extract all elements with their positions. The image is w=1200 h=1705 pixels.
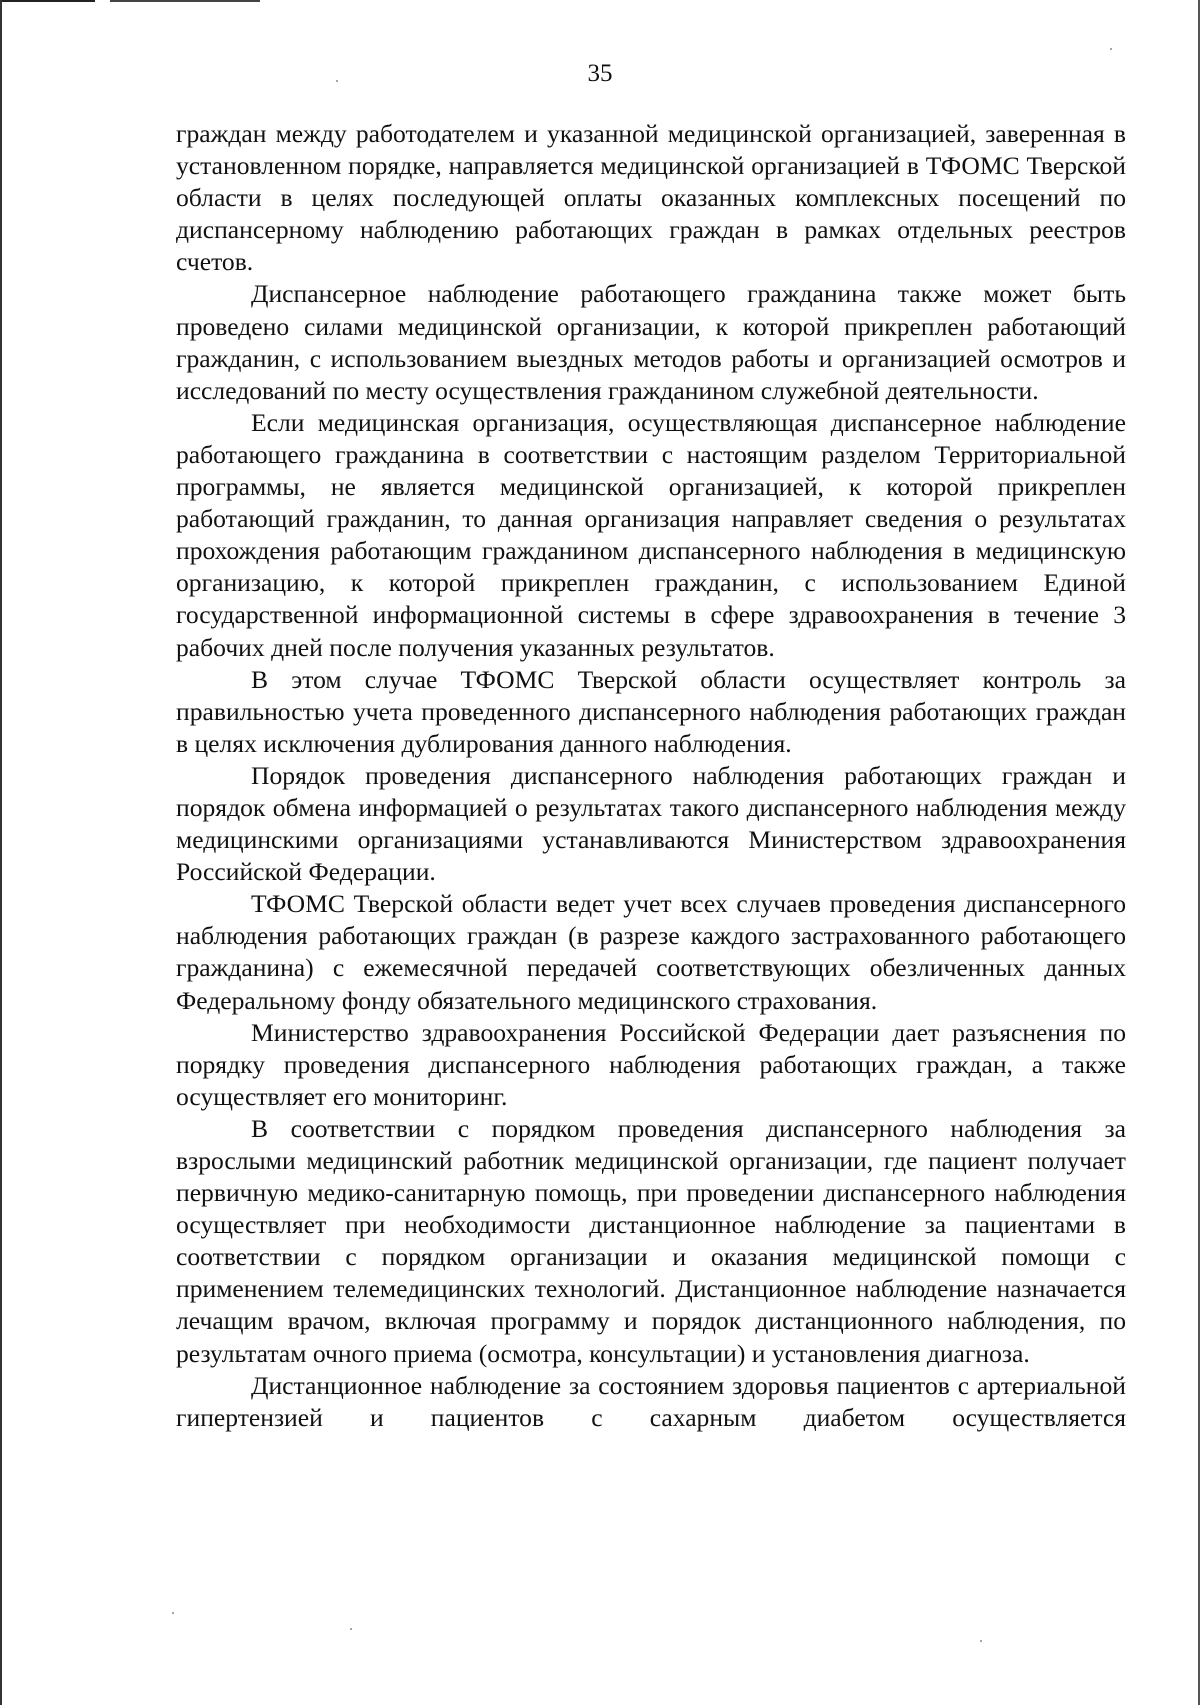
- scan-border-top: [0, 0, 1200, 2]
- paragraph: ТФОМС Тверской области ведет учет всех случаев проведения диспансерного наблюдения работающих граждан (в разрезе каждого застрахованного работающего гражданина) с ежемесячной передачей соответствующих обезличенных данных Федеральному фонду обязательного медицинского страхования.: [176, 889, 1126, 1015]
- document-body: [176, 118, 1126, 1434]
- paragraph: Министерство здравоохранения Российской Федерации дает разъяснения по порядку проведения диспансерного наблюдения работающих граждан, а также осуществляет его мониторинг.: [176, 1017, 1126, 1111]
- scan-speck: [980, 1640, 982, 1642]
- paragraph-continuation: граждан между работодателем и указанной медицинской организацией, заверенная в установленном порядке, направляется медицинской организацией в ТФОМС Тверской области в целях последующей оплаты оказанных комплексных посещений по диспансерному наблюдению работающих граждан в рамках отдельных реестров счетов.: [176, 119, 1126, 277]
- page-number: 35: [587, 60, 613, 87]
- paragraph: В соответствии с порядком проведения диспансерного наблюдения за взрослыми медицинский работник медицинской организации, где пациент получает первичную медико-санитарную помощь, при проведении диспансерного наблюдения осуществляет при необходимости дистанционное наблюдение за пациентами в соответствии с порядком организации и оказания медицинской помощи с применением телемедицинских технологий. Дистанционное наблюдение назначается лечащим врачом, включая программу и порядок дистанционного наблюдения, по результатам очного приема (осмотра, консультации) и установления диагноза.: [176, 1113, 1126, 1368]
- paragraph: Если медицинская организация, осуществляющая диспансерное наблюдение работающего гражданина в соответствии с настоящим разделом Территориальной программы, не является медицинской организацией, к которой прикреплен работающий гражданин, то данная организация направляет сведения о результатах прохождения работающим гражданином диспансерного наблюдения в медицинскую организацию, к которой прикреплен гражданин, с использованием Единой государственной информационной системы в сфере здравоохранения в течение 3 рабочих дней после получения указанных результатов.: [176, 407, 1126, 662]
- scan-border-left: [0, 0, 2, 1705]
- paragraph: В этом случае ТФОМС Тверской области осуществляет контроль за правильностью учета проведенного диспансерного наблюдения работающих граждан в целях исключения дублирования данного наблюдения.: [176, 664, 1126, 758]
- paragraph: Порядок проведения диспансерного наблюдения работающих граждан и порядок обмена информацией о результатах такого диспансерного наблюдения между медицинскими организациями устанавливаются Министерством здравоохранения Российской Федерации.: [176, 760, 1126, 887]
- scan-speck: [1110, 48, 1112, 50]
- scan-speck: [172, 1612, 174, 1614]
- scan-speck: [350, 1628, 352, 1630]
- paragraph-continues: Дистанционное наблюдение за состоянием здоровья пациентов с артериальной гипертензией и пациентов с сахарным диабетом осуществляется: [176, 1370, 1126, 1432]
- paragraph: Диспансерное наблюдение работающего гражданина также может быть проведено силами медицинской организации, к которой прикреплен работающий гражданин, с использованием выездных методов работы и организацией осмотров и исследований по месту осуществления гражданином служебной деятельности.: [176, 279, 1126, 405]
